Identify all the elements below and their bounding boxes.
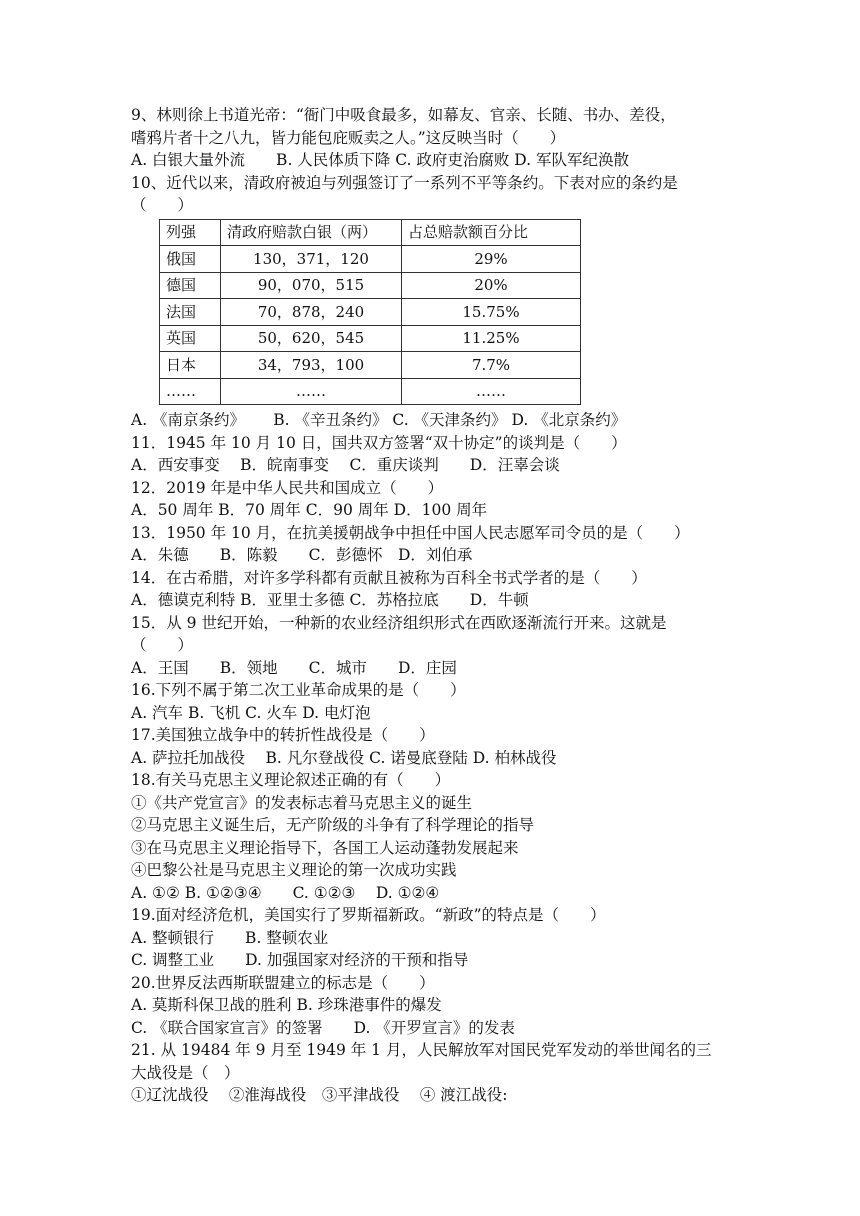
question-18-stem: 18.有关马克思主义理论叙述正确的有（ ） [131,771,451,789]
question-14 [131,567,741,612]
question-21-items: ①辽沈战役 ②淮海战役 ③平津战役 ④ 渡江战役: [131,1086,508,1104]
question-18 [131,769,741,904]
table-header-row [160,219,581,246]
question-11-options: A．西安事变 B．皖南事变 C．重庆谈判 D．汪辜会谈 [131,456,560,474]
table-header-cell: 列强 [160,219,221,246]
table-cell: 34，793，100 [221,352,402,379]
question-17-options: A. 萨拉托加战役 B. 凡尔登战役 C. 诺曼底登陆 D. 柏林战役 [131,748,557,767]
table-cell: 法国 [160,299,221,326]
table-header-cell: 占总赔款额百分比 [402,219,581,246]
question-13 [131,522,741,567]
question-19 [131,904,741,972]
question-18-statement: ②马克思主义诞生后，无产阶级的斗争有了科学理论的指导 [131,816,535,834]
indemnity-table [159,219,581,406]
table-cell: 90，070，515 [221,272,402,299]
question-10-stem-line2: （ ） [131,196,194,214]
table-cell: 德国 [160,272,221,299]
question-15-stem-line1: 15．从 9 世纪开始，一种新的农业经济组织形式在西欧逐渐流行开来。这就是 [131,613,667,632]
question-10-options: A. 《南京条约》 B. 《辛丑条约》 C. 《天津条约》 D. 《北京条约》 [131,411,627,429]
table-cell: 50，620，545 [221,325,402,352]
question-9-options: A. 白银大量外流 B. 人民体质下降 C. 政府吏治腐败 D. 军队军纪涣散 [131,151,630,169]
question-10-stem-line1: 10、近代以来，清政府被迫与列强签订了一系列不平等条约。下表对应的条约是 [131,173,678,192]
question-20-options-row2: C. 《联合国家宣言》的签署 D. 《开罗宣言》的发表 [131,1018,515,1037]
question-9-stem-line2: 嗜鸦片者十之八九，皆力能包庇贩卖之人。”这反映当时（ ） [131,128,566,147]
exam-page [131,104,741,1107]
question-17 [131,724,741,769]
table-cell: 日本 [160,352,221,379]
table-cell: …… [160,378,221,405]
table-header-cell: 清政府赔款白银（两） [221,219,402,246]
question-14-stem: 14．在古希腊，对许多学科都有贡献且被称为百科全书式学者的是（ ） [131,568,647,587]
question-18-statement: ①《共产党宣言》的发表标志着马克思主义的诞生 [131,793,473,812]
question-9-stem-line1: 9、林则徐上书道光帝：“衙门中吸食最多，如幕友、官亲、长随、书办、差役， [131,106,676,124]
question-19-options-row2: C. 调整工业 D. 加强国家对经济的干预和指导 [131,951,469,969]
question-18-options: A. ①② B. ①②③④ C. ①②③ D. ①②④ [131,883,440,902]
table-cell: 英国 [160,325,221,352]
table-cell: 29% [402,246,581,273]
question-21-stem-line2: 大战役是（ ） [131,1063,240,1082]
question-16 [131,679,741,724]
question-19-options-row1: A. 整顿银行 B. 整顿农业 [131,928,329,947]
table-cell: 俄国 [160,246,221,273]
table-row [160,325,581,352]
question-16-stem: 16.下列不属于第二次工业革命成果的是（ ） [131,681,466,699]
question-11-stem: 11．1945 年 10 月 10 日，国共双方签署“双十协定”的谈判是（ ） [131,433,627,452]
table-cell: 11.25% [402,325,581,352]
table-cell: …… [402,378,581,405]
table-row [160,272,581,299]
question-13-stem: 13．1950 年 10 月，在抗美援朝战争中担任中国人民志愿军司令员的是（ ） [131,523,690,542]
question-11 [131,432,741,477]
table-row [160,246,581,273]
question-21-stem-line1: 21. 从 19484 年 9 月至 1949 年 1 月，人民解放军对国民党军发动的举世闻名的三 [131,1041,712,1059]
table-row [160,378,581,405]
question-14-options: A．德谟克利特 B．亚里士多德 C．苏格拉底 D．牛顿 [131,591,529,609]
question-19-stem: 19.面对经济危机，美国实行了罗斯福新政。“新政”的特点是（ ） [131,906,606,924]
table-cell: 130，371，120 [221,246,402,273]
question-21 [131,1039,741,1107]
question-20-stem: 20.世界反法西斯联盟建立的标志是（ ） [131,973,435,992]
table-row [160,299,581,326]
question-18-statement: ④巴黎公社是马克思主义理论的第一次成功实践 [131,861,457,879]
question-17-stem: 17.美国独立战争中的转折性战役是（ ） [131,726,435,744]
question-12-stem: 12．2019 年是中华人民共和国成立（ ） [131,478,444,497]
question-10 [131,172,741,432]
question-16-options: A. 汽车 B. 飞机 C. 火车 D. 电灯泡 [131,703,371,722]
question-20-options-row1: A. 莫斯科保卫战的胜利 B. 珍珠港事件的爆发 [131,996,442,1014]
question-12-options: A．50 周年 B．70 周年 C．90 周年 D．100 周年 [131,501,488,519]
question-15 [131,612,741,680]
table-row [160,352,581,379]
question-13-options: A．朱德 B．陈毅 C．彭德怀 D．刘伯承 [131,546,473,564]
table-cell: 20% [402,272,581,299]
question-9 [131,104,741,172]
table-cell: 7.7% [402,352,581,379]
table-cell: 70，878，240 [221,299,402,326]
question-15-options: A．王国 B．领地 C．城市 D．庄园 [131,658,457,677]
question-20 [131,972,741,1040]
question-15-stem-line2: （ ） [131,636,194,654]
table-cell: …… [221,378,402,405]
table-cell: 15.75% [402,299,581,326]
question-12 [131,477,741,522]
question-18-statement: ③在马克思主义理论指导下，各国工人运动蓬勃发展起来 [131,838,519,857]
